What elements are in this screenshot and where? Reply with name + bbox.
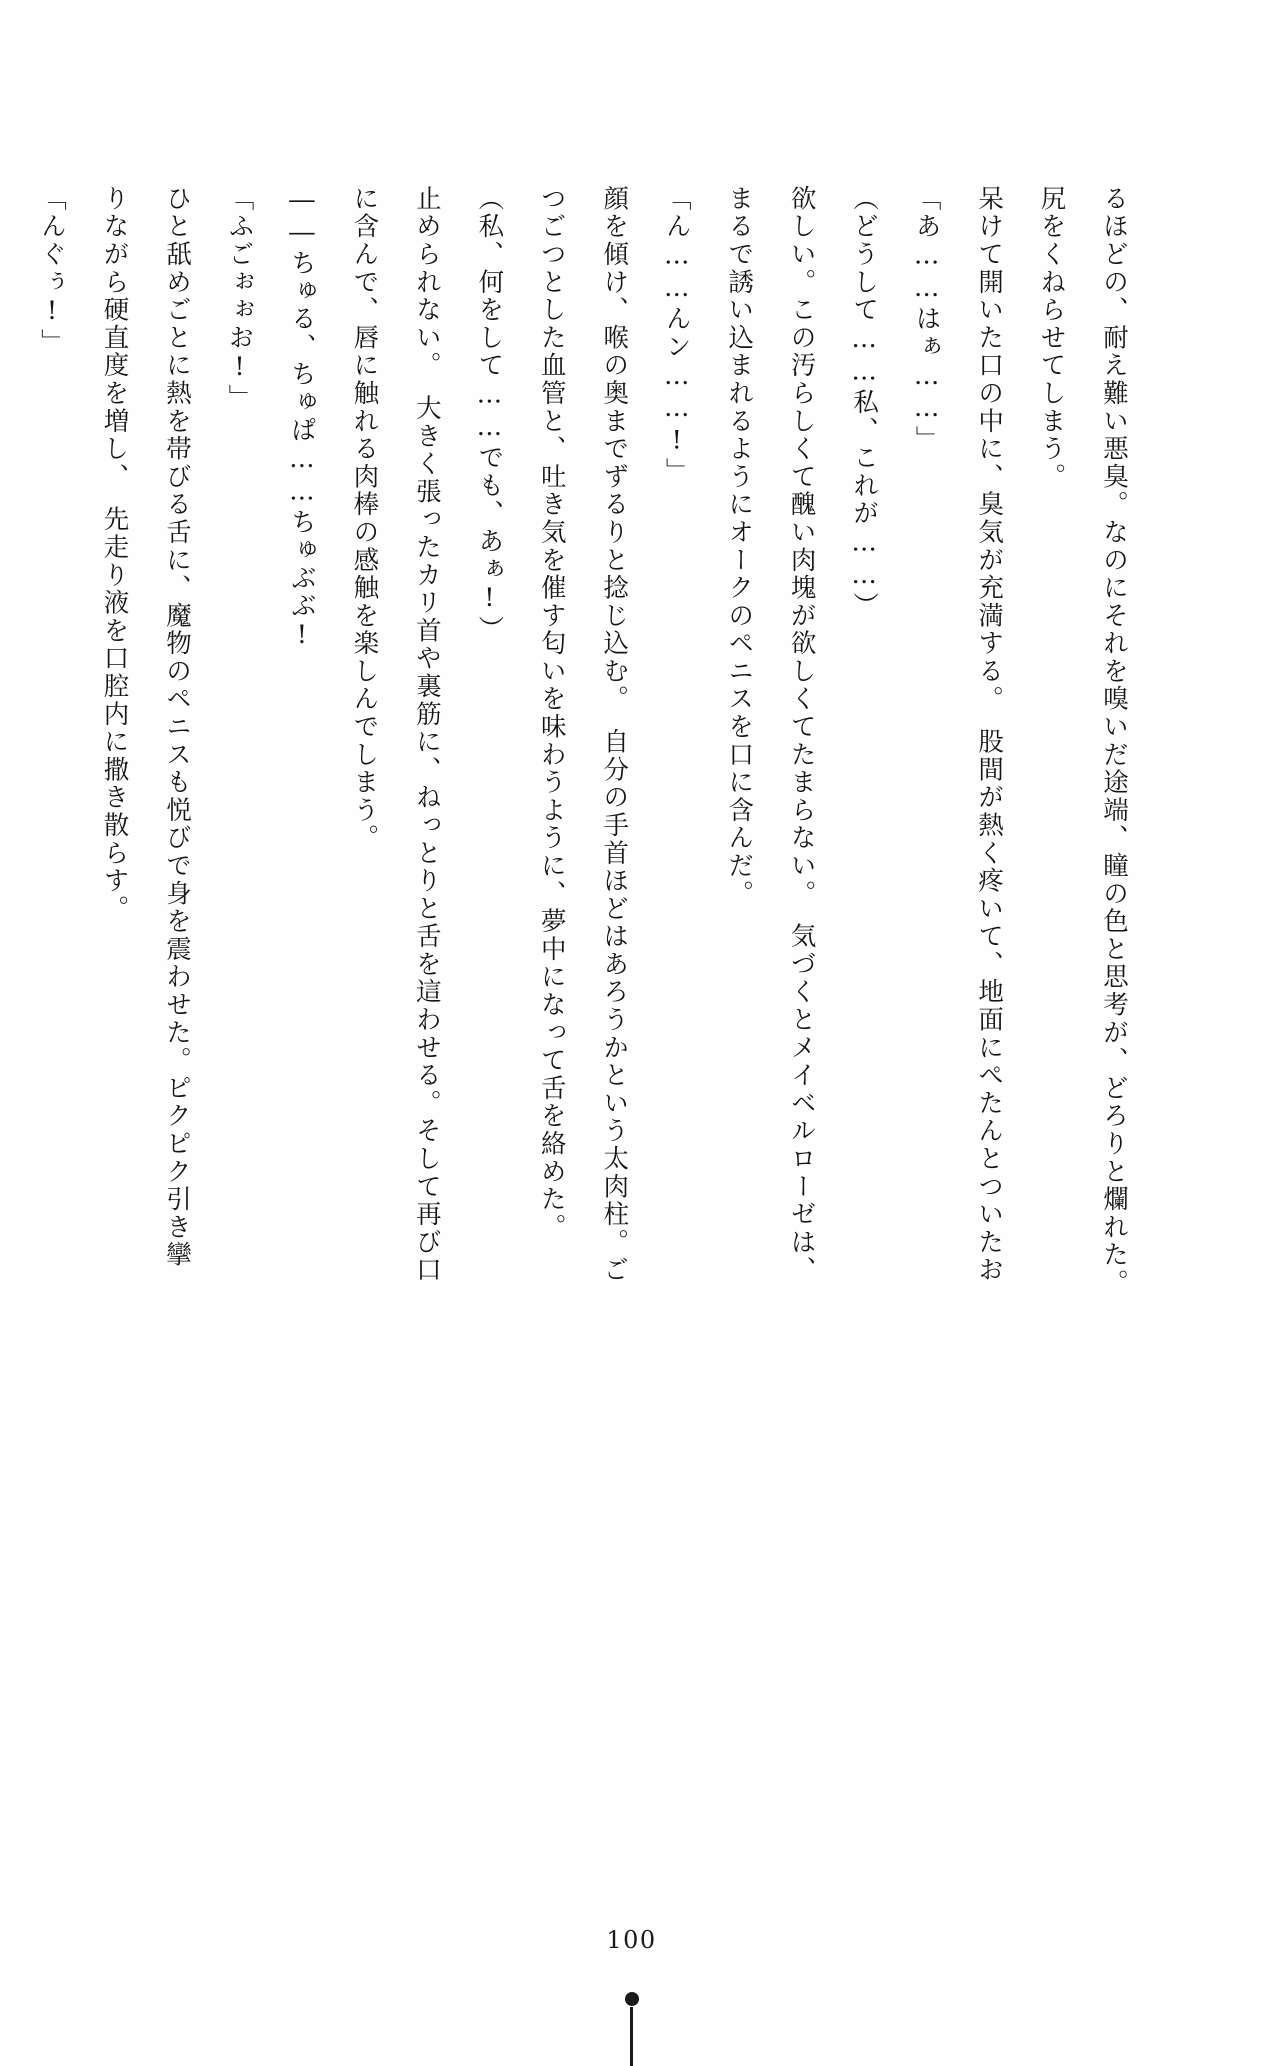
binding-dot-icon [625,1992,639,2006]
paragraph-line: 「ん……んン……!」 [661,185,692,486]
paragraph-line: まるで誘い込まれるようにオークのペニスを口に含んだ。 [724,185,755,908]
paragraph-line: （私、何をして……でも、あぁ!） [474,185,505,644]
binding-stem-icon [630,2007,633,2066]
paragraph-line: 尻をくねらせてしまう。 [1036,185,1067,491]
binding-mark-icon [625,1992,639,2066]
paragraph-line: りながら硬直度を増し、 先走り液を口腔内に撒き散らす。 [99,185,130,923]
paragraph-line: に含んで、唇に触れる肉棒の感触を楽しんでしまう。 [349,185,380,853]
paragraph-line: つごつとした血管と、吐き気を催す匂いを味わうように、夢中になって舌を絡めた。 [536,185,567,1242]
page-number: 100 [606,1926,657,1954]
paragraph-line: 呆けて開いた口の中に、臭気が充満する。 股間が熱く疼いて、地面にぺたんとついたお [974,185,1005,1285]
body-text-vertical [37,185,1145,1475]
paragraph-line: るほどの、耐え難い悪臭。なのにそれを嗅いだ途端、瞳の色と思考が、どろりと爛れた。 [1099,185,1129,1297]
paragraph-line: 顔を傾け、喉の奥までずるりと捻じ込む。 自分の手首ほどはあろうかという太肉柱。ご [599,185,630,1285]
paragraph-line: （どうして……私、これが……） [849,185,880,620]
paragraph-line: 止められない。 大きく張ったカリ首や裏筋に、ねっとりと舌を這わせる。そして再び口 [411,185,442,1285]
paragraph-line: 「あ……はぁ……」 [911,185,942,454]
paragraph-line: 「ふごぉぉお!」 [224,185,255,412]
paragraph-line: ――ちゅる、ちゅぱ……ちゅぶぶ! [286,185,317,653]
paragraph-line: 欲しい。この汚らしくて醜い肉塊が欲しくてたまらない。 気づくとメイベルローゼは、 [786,185,817,1285]
paragraph-line: ひと舐めごとに熱を帯びる舌に、魔物のペニスも悦びで身を震わせた。ピクピク引き攣 [161,185,192,1270]
paragraph-line: 「んぐぅ!」 [37,185,68,357]
